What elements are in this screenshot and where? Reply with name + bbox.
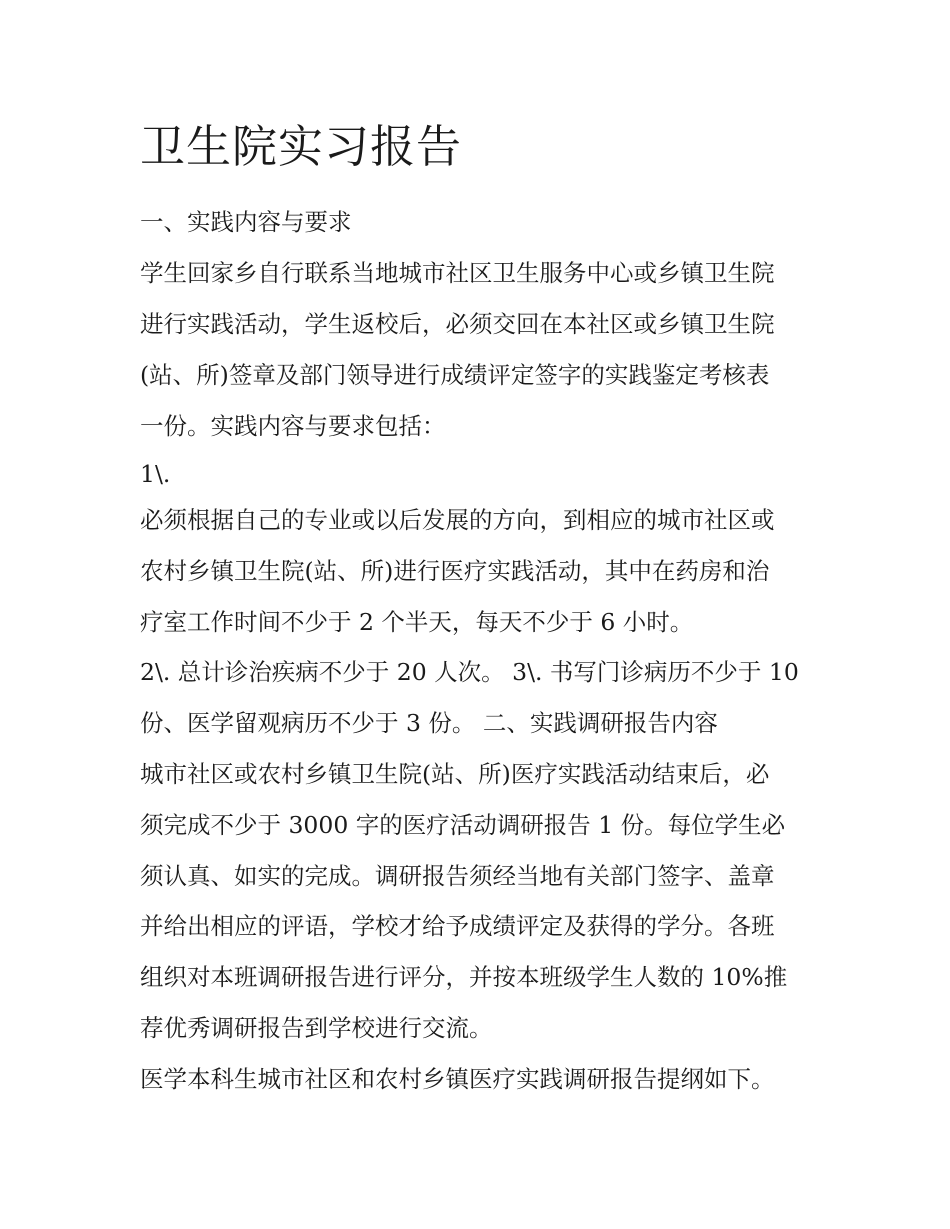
paragraph-line: 2\. 总计诊治疾病不少于 20 人次。 3\. 书写门诊病历不少于 10 [140,658,799,686]
paragraph-line: 须认真、如实的完成。调研报告须经当地有关部门签字、盖章 [140,862,775,890]
paragraph-line: 份、医学留观病历不少于 3 份。 二、实践调研报告内容 [140,709,718,737]
paragraph-line: 医学本科生城市社区和农村乡镇医疗实践调研报告提纲如下。 [140,1065,775,1093]
list-item-number: 1\. [140,460,171,488]
paragraph-line: 并给出相应的评语，学校才给予成绩评定及获得的学分。各班 [140,912,775,940]
paragraph-line: 一份。实践内容与要求包括： [140,412,446,440]
paragraph-line: 学生回家乡自行联系当地城市社区卫生服务中心或乡镇卫生院 [140,259,775,287]
paragraph-line: 疗室工作时间不少于 2 个半天，每天不少于 6 小时。 [140,608,694,636]
paragraph-line: 城市社区或农村乡镇卫生院(站、所)医疗实践活动结束后，必 [140,760,770,788]
paragraph-line: 荐优秀调研报告到学校进行交流。 [140,1014,493,1042]
paragraph-line: 须完成不少于 3000 字的医疗活动调研报告 1 份。每位学生必 [140,811,786,839]
document-title: 卫生院实习报告 [140,120,463,173]
paragraph-line: 组织对本班调研报告进行评分，并按本班级学生人数的 10%推 [140,963,788,991]
paragraph-line: 进行实践活动，学生返校后，必须交回在本社区或乡镇卫生院 [140,310,775,338]
paragraph-line: (站、所)签章及部门领导进行成绩评定签字的实践鉴定考核表 [140,361,770,389]
section-heading-practice-content: 一、实践内容与要求 [140,208,352,236]
paragraph-line: 农村乡镇卫生院(站、所)进行医疗实践活动，其中在药房和治 [140,557,770,585]
paragraph-line: 必须根据自己的专业或以后发展的方向，到相应的城市社区或 [140,506,775,534]
